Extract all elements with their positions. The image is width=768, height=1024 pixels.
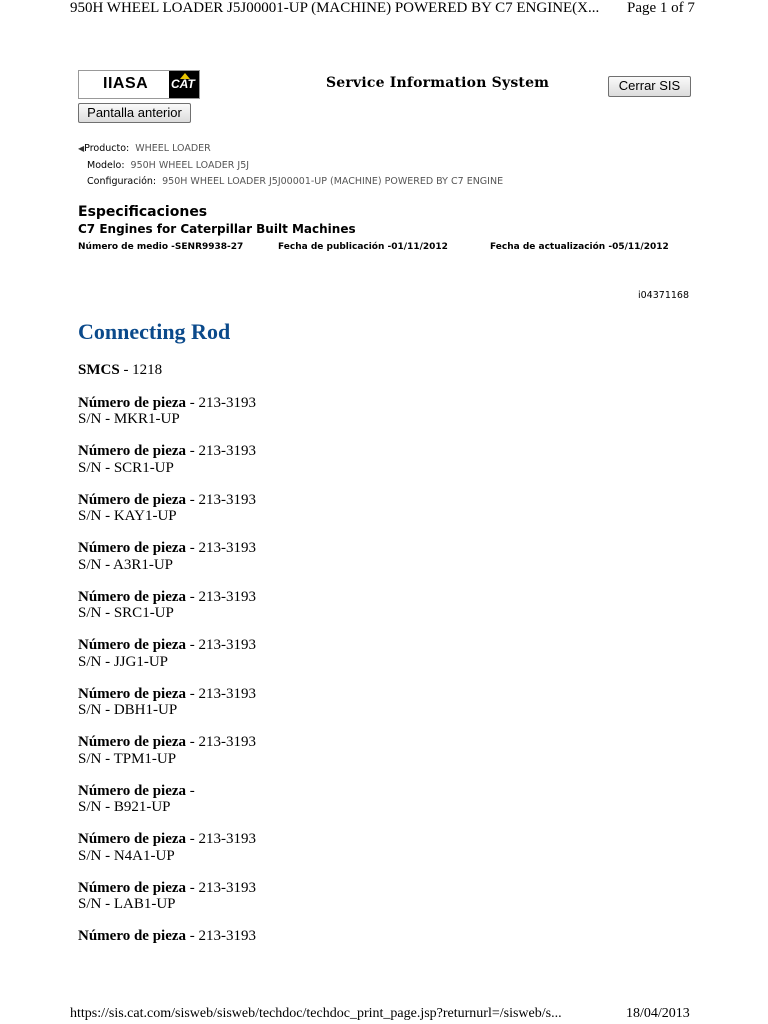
part-number-line: [78, 734, 678, 751]
list-item: [78, 686, 678, 719]
print-header: [0, 0, 768, 22]
part-number-label: Número de pieza: [78, 491, 187, 508]
part-number-line: [78, 443, 678, 460]
serial-number-value: - TPM1-UP: [101, 750, 177, 767]
part-number-label: Número de pieza: [78, 928, 187, 944]
part-number-line: [78, 492, 678, 509]
list-item: [78, 540, 678, 573]
spec-subtitle: C7 Engines for Caterpillar Built Machines: [78, 222, 356, 236]
serial-number-line: [78, 460, 678, 477]
list-item: [78, 734, 678, 767]
serial-number-value: - N4A1-UP: [101, 847, 175, 864]
breadcrumb: [78, 141, 503, 191]
serial-number-line: [78, 508, 678, 525]
serial-number-label: S/N: [78, 459, 102, 476]
part-number-value: - 213-3193: [186, 734, 257, 750]
serial-number-label: S/N: [78, 411, 102, 427]
part-number-line: [78, 831, 678, 848]
serial-number-label: S/N: [78, 750, 102, 767]
part-number-value: - 213-3193: [186, 394, 257, 411]
smcs-line: [78, 362, 678, 379]
print-header-title: 950H WHEEL LOADER J5J00001-UP (MACHINE) POWERED BY C7 ENGINE(X...: [70, 0, 600, 16]
part-number-value: - 213-3193: [186, 588, 257, 605]
serial-number-label: S/N: [78, 653, 102, 670]
breadcrumb-label: Modelo:: [87, 159, 125, 171]
serial-number-line: [78, 557, 678, 574]
part-number-value: - 213-3193: [186, 540, 257, 556]
main-content: [78, 362, 678, 960]
serial-number-value: - LAB1-UP: [101, 896, 176, 912]
serial-number-label: S/N: [78, 702, 102, 718]
iiasa-logo-text: IIASA: [103, 75, 149, 92]
part-number-label: Número de pieza: [78, 394, 187, 411]
breadcrumb-value: 950H WHEEL LOADER J5J: [130, 159, 250, 171]
serial-number-label: S/N: [78, 799, 102, 815]
list-item: [78, 928, 678, 945]
list-item: [78, 831, 678, 864]
cat-logo-text: CAT: [171, 77, 195, 91]
serial-number-label: S/N: [78, 896, 102, 912]
serial-number-value: - JJG1-UP: [101, 653, 169, 670]
serial-number-label: S/N: [78, 556, 102, 573]
list-item: [78, 395, 678, 428]
part-number-value: - 213-3193: [186, 928, 257, 944]
document-id: i04371168: [638, 290, 689, 301]
serial-number-label: S/N: [78, 847, 102, 864]
page-title: Connecting Rod: [78, 319, 231, 344]
part-number-line: [78, 589, 678, 606]
part-number-label: Número de pieza: [78, 782, 187, 799]
arrow-left-icon[interactable]: ◀: [78, 144, 85, 153]
part-number-line: [78, 928, 678, 945]
list-item: [78, 880, 678, 913]
update-date: Fecha de actualización -05/11/2012: [490, 242, 669, 252]
previous-screen-button[interactable]: Pantalla anterior: [78, 103, 191, 123]
serial-number-line: [78, 848, 678, 865]
smcs-label: SMCS: [78, 362, 120, 378]
part-number-value: -: [186, 782, 195, 799]
part-number-label: Número de pieza: [78, 443, 187, 459]
part-number-label: Número de pieza: [78, 637, 187, 653]
breadcrumb-value: 950H WHEEL LOADER J5J00001-UP (MACHINE) POWERED BY C7 ENGINE: [162, 176, 504, 187]
list-item: [78, 589, 678, 622]
part-number-label: Número de pieza: [78, 588, 187, 605]
breadcrumb-label: Configuración:: [87, 176, 157, 187]
part-number-value: - 213-3193: [186, 637, 257, 653]
print-footer-date: 18/04/2013: [626, 1006, 690, 1021]
serial-number-value: - B921-UP: [101, 799, 171, 815]
part-number-label: Número de pieza: [78, 685, 187, 702]
serial-number-label: S/N: [78, 508, 102, 524]
serial-number-line: [78, 751, 678, 768]
print-footer: [0, 1006, 768, 1024]
smcs-value: - 1218: [119, 362, 163, 378]
serial-number-value: - A3R1-UP: [101, 556, 174, 573]
serial-number-line: [78, 799, 678, 816]
print-footer-url: https://sis.cat.com/sisweb/sisweb/techdoc/techdoc_print_page.jsp?returnurl=/sisweb/s...: [70, 1006, 562, 1021]
serial-number-value: - MKR1-UP: [101, 411, 180, 427]
part-number-line: [78, 686, 678, 703]
list-item: [78, 443, 678, 476]
serial-number-value: - DBH1-UP: [101, 702, 178, 718]
part-number-label: Número de pieza: [78, 540, 187, 556]
list-item: [78, 637, 678, 670]
part-number-line: [78, 395, 678, 412]
serial-number-line: [78, 654, 678, 671]
part-number-value: - 213-3193: [186, 685, 257, 702]
serial-number-line: [78, 896, 678, 913]
iiasa-cat-logo: [78, 70, 200, 99]
serial-number-value: - KAY1-UP: [101, 508, 177, 524]
part-number-label: Número de pieza: [78, 879, 187, 896]
part-number-line: [78, 880, 678, 897]
serial-number-label: S/N: [78, 605, 102, 621]
breadcrumb-product: [78, 141, 503, 158]
serial-number-line: [78, 411, 678, 428]
part-number-label: Número de pieza: [78, 734, 187, 750]
cat-logo-icon: [169, 71, 199, 98]
part-number-value: - 213-3193: [186, 831, 257, 847]
publication-date: Fecha de publicación -01/11/2012: [278, 242, 448, 252]
breadcrumb-model: [78, 158, 503, 175]
part-number-line: [78, 637, 678, 654]
part-number-value: - 213-3193: [186, 491, 257, 508]
part-number-label: Número de pieza: [78, 831, 187, 847]
spec-title: Especificaciones: [78, 204, 208, 220]
breadcrumb-configuration: [78, 174, 503, 191]
serial-number-value: - SRC1-UP: [101, 605, 174, 621]
system-title: Service Information System: [326, 75, 550, 91]
close-sis-button[interactable]: Cerrar SIS: [608, 76, 691, 97]
list-item: [78, 492, 678, 525]
serial-number-value: - SCR1-UP: [101, 459, 174, 476]
part-list: [78, 395, 678, 945]
part-number-line: [78, 783, 678, 800]
part-number-value: - 213-3193: [186, 443, 257, 459]
part-number-value: - 213-3193: [186, 879, 257, 896]
serial-number-line: [78, 605, 678, 622]
media-number: Número de medio -SENR9938-27: [78, 242, 244, 252]
serial-number-line: [78, 702, 678, 719]
breadcrumb-value: WHEEL LOADER: [135, 143, 211, 154]
print-header-page: Page 1 of 7: [627, 0, 695, 16]
breadcrumb-label: Producto:: [84, 143, 130, 154]
part-number-line: [78, 540, 678, 557]
list-item: [78, 783, 678, 816]
